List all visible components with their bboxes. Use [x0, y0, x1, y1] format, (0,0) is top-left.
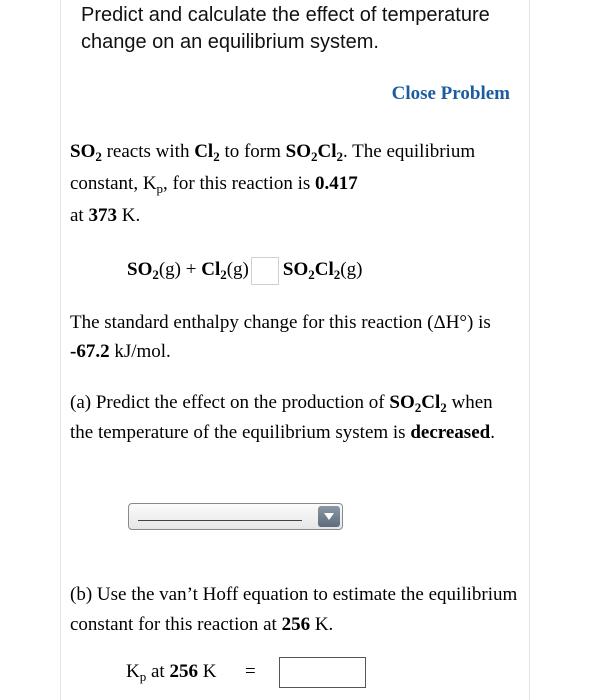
close-problem-link[interactable]: Close Problem	[391, 83, 510, 104]
part-a-question: (a) Predict the effect on the production of $SO_2Cl_2$ when the temperature of the equilibrium system is decreased.	[70, 392, 495, 443]
dropdown-button[interactable]	[318, 506, 340, 527]
chevron-down-icon	[324, 513, 334, 520]
part-b-question: (b) Use the van’t Hoff equation to estimate the equilibrium constant for this reaction at 256 K.	[70, 584, 518, 635]
enthalpy-paragraph: The standard enthalpy change for this reaction (ΔH°) is -67.2 kJ/mol.	[70, 312, 491, 362]
equals-sign: =	[245, 661, 256, 682]
kp-answer-input[interactable]	[279, 657, 366, 688]
problem-heading: Predict and calculate the effect of temperature change on an equilibrium system.	[81, 4, 490, 53]
dropdown-placeholder-line	[138, 520, 302, 521]
reaction-equation: $SO_2(g) + Cl_2(g)$ $SO_2Cl_2(g)$	[127, 254, 362, 286]
equilibrium-arrow-icon	[251, 257, 279, 285]
effect-dropdown[interactable]	[128, 503, 343, 530]
kp-answer-label: $K_p$ at 256 K	[126, 661, 217, 684]
intro-paragraph: $SO_2$ reacts with $Cl_2$ to form $SO_2Cl_2$. The equilibrium constant, $K_p$, for this reaction is 0.417 at 373 K.	[70, 141, 476, 226]
